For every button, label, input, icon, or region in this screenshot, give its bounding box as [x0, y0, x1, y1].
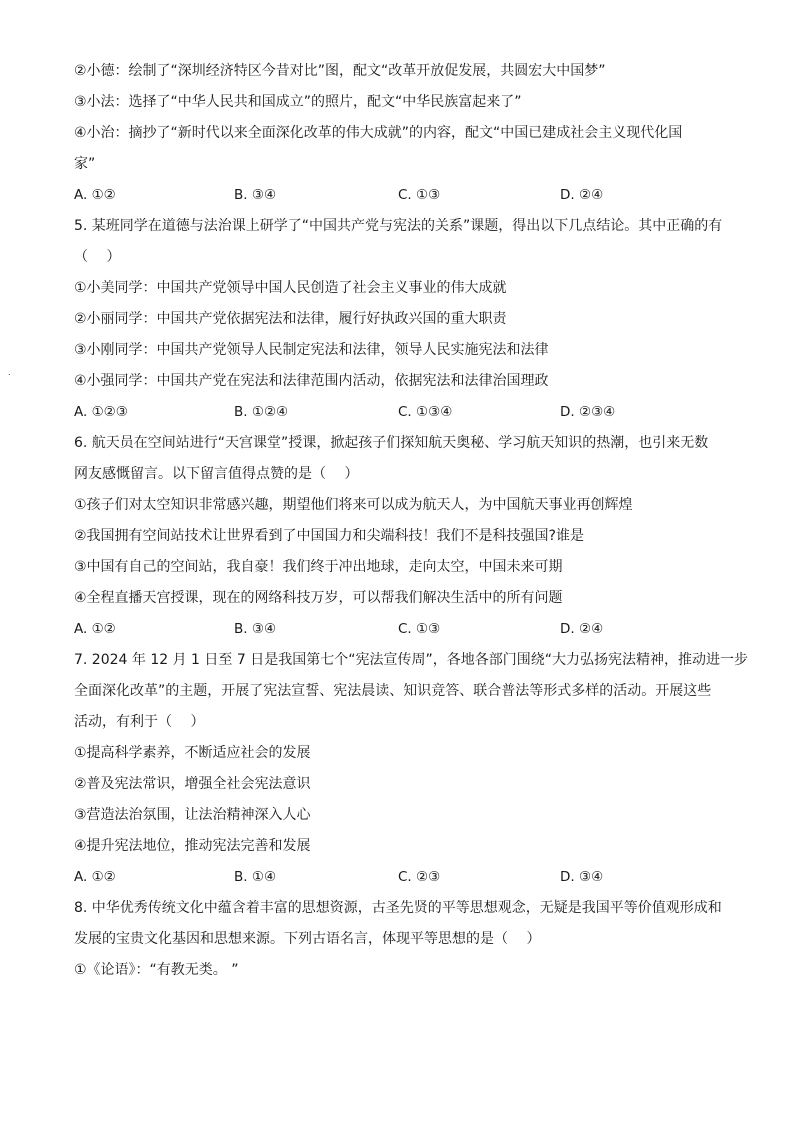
q7-stem-line-2: 全面深化改革”的主题，开展了宪法宣誓、宪法晨读、知识竞答、联合普法等形式多样的活动。开展这些 [74, 683, 712, 699]
q7-stem-line-3: 活动，有利于（ ） [74, 714, 205, 730]
q4-item-3: ③小法：选择了“中华人民共和国成立”的照片，配文“中华民族富起来了” [74, 94, 522, 110]
q7-item-3: ③营造法治氛围，让法治精神深入人心 [74, 807, 311, 823]
q8-stem-line-1: 8. 中华优秀传统文化中蕴含着丰富的思想资源，古圣先贤的平等思想观念，无疑是我国平等价值观形成和 [74, 900, 722, 916]
q4-option-a: A. ①② [74, 187, 116, 203]
q6-item-2: ②我国拥有空间站技术让世界看到了中国国力和尖端科技！我们不是科技强国?谁是 [74, 528, 584, 544]
q6-option-a: A. ①② [74, 621, 116, 637]
q5-stem-line-2: （ ） [74, 249, 121, 265]
q6-option-d: D. ②④ [560, 621, 604, 637]
q4-options [74, 186, 734, 204]
q6-option-b: B. ③④ [234, 621, 277, 637]
q5-option-a: A. ①②③ [74, 404, 128, 420]
q5-stem-line-1: 5. 某班同学在道德与法治课上研学了“中国共产党与宪法的关系”课题，得出以下几点结论。其中正确的有 [74, 218, 723, 234]
q8-item-1: ①《论语》：“有教无类。 ” [74, 962, 239, 978]
q7-options [74, 868, 734, 886]
q6-options [74, 620, 734, 638]
q7-option-b: B. ①④ [234, 869, 277, 885]
q5-option-d: D. ②③④ [560, 404, 616, 420]
q5-item-2: ②小丽同学：中国共产党依据宪法和法律，履行好执政兴国的重大职责 [74, 311, 507, 327]
question-5 [74, 217, 734, 421]
q7-item-2: ②普及宪法常识，增强全社会宪法意识 [74, 776, 311, 792]
q4-item-4: ④小治：摘抄了“新时代以来全面深化改革的伟大成就”的内容，配文“中国已建成社会主义现代化国 [74, 125, 683, 141]
q4-option-b: B. ③④ [234, 187, 277, 203]
q6-item-4: ④全程直播天宫授课，现在的网络科技万岁，可以帮我们解决生活中的所有问题 [74, 590, 563, 606]
q6-item-1: ①孩子们对太空知识非常感兴趣，期望他们将来可以成为航天人，为中国航天事业再创辉煌 [74, 497, 633, 513]
q6-stem-line-2: 网友感慨留言。以下留言值得点赞的是（ ） [74, 466, 359, 482]
question-8 [74, 899, 734, 979]
q4-item-4-cont: 家” [74, 156, 96, 172]
question-4-tail [74, 62, 734, 204]
q7-item-4: ④提升宪法地位，推动宪法完善和发展 [74, 838, 311, 854]
q4-option-d: D. ②④ [560, 187, 604, 203]
q5-option-c: C. ①③④ [398, 404, 453, 420]
question-7 [74, 651, 748, 886]
q7-option-c: C. ②③ [398, 869, 441, 885]
q7-option-a: A. ①② [74, 869, 116, 885]
q5-item-3: ③小刚同学：中国共产党领导人民制定宪法和法律，领导人民实施宪法和法律 [74, 342, 549, 358]
q5-option-b: B. ①②④ [234, 404, 289, 420]
q6-item-3: ③中国有自己的空间站，我自豪！我们终于冲出地球，走向太空，中国未来可期 [74, 559, 563, 575]
q7-item-1: ①提高科学素养，不断适应社会的发展 [74, 745, 311, 761]
q6-option-c: C. ①③ [398, 621, 441, 637]
q6-stem-line-1: 6. 航天员在空间站进行“天宫课堂”授课，掀起孩子们探知航天奥秘、学习航天知识的热潮，也引来无数 [74, 435, 709, 451]
q7-option-d: D. ③④ [560, 869, 604, 885]
stray-dot-mark: . [8, 368, 11, 377]
q5-options [74, 403, 734, 421]
exam-page [74, 62, 748, 979]
q7-stem-line-1: 7. 2024 年 12 月 1 日至 7 日是我国第七个“宪法宣传周”，各地各部门围绕“大力弘扬宪法精神，推动进一步 [74, 652, 748, 668]
q4-item-2: ②小德：绘制了“深圳经济特区今昔对比”图，配文“改革开放促发展，共圆宏大中国梦” [74, 63, 606, 79]
question-6 [74, 434, 734, 638]
q5-item-1: ①小美同学：中国共产党领导中国人民创造了社会主义事业的伟大成就 [74, 280, 507, 296]
q5-item-4: ④小强同学：中国共产党在宪法和法律范围内活动，依据宪法和法律治国理政 [74, 373, 549, 389]
q8-stem-line-2: 发展的宝贵文化基因和思想来源。下列古语名言，体现平等思想的是（ ） [74, 931, 541, 947]
q4-option-c: C. ①③ [398, 187, 441, 203]
